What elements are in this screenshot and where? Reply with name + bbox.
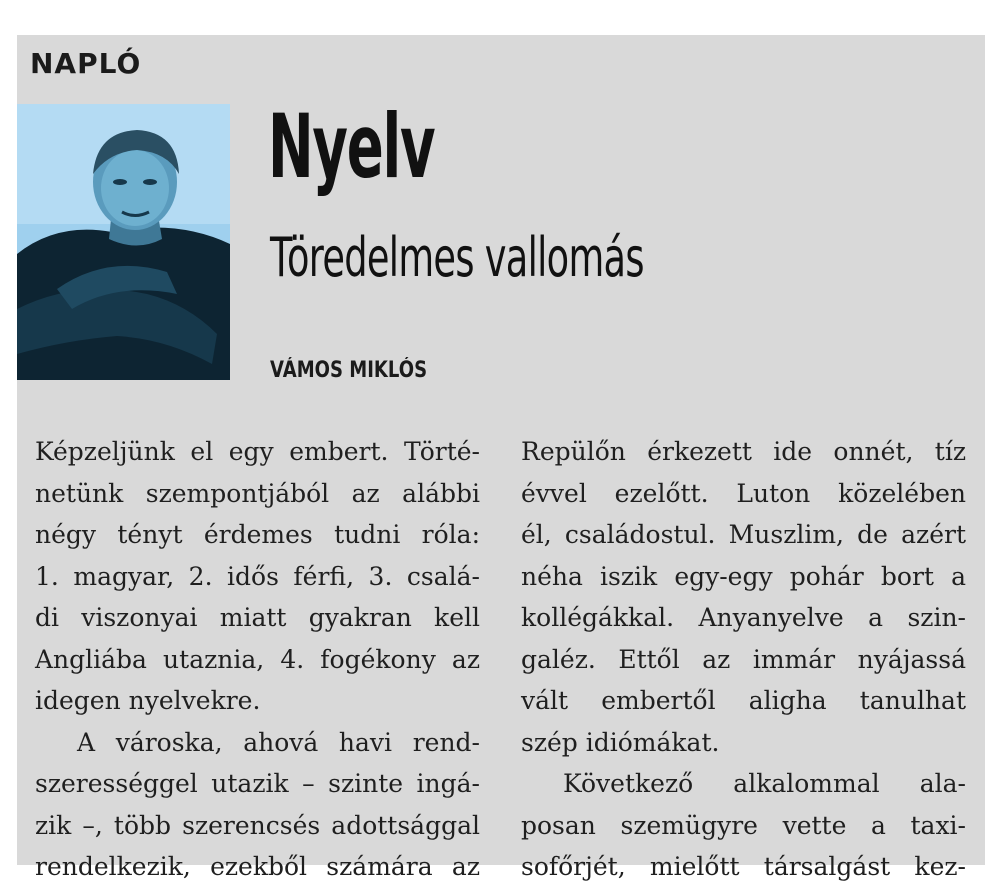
text-line: rendelkezik, ezekből számára az [35, 852, 480, 881]
author-photo [17, 104, 230, 380]
text-line: szép idiómákat. [521, 727, 720, 757]
text-line: Angliába utaznia, 4. fogékony az [35, 644, 480, 674]
text-line: él, családostul. Muszlim, de azért [521, 520, 966, 549]
paragraph-continued [35, 763, 480, 888]
text-line: idegen nyelvekre. [35, 686, 261, 715]
text-line: vált embertől aligha tanulhat [521, 686, 966, 715]
text-line: Következő alkalommal ala- [563, 769, 966, 798]
text-line: négy tényt érdemes tudni róla: [35, 520, 480, 549]
headline: Nyelv [268, 95, 435, 198]
paragraph-continued [521, 805, 966, 888]
author-byline: VÁMOS MIKLÓS [270, 358, 428, 383]
text-line: posan szemügyre vette a taxi- [521, 810, 966, 840]
text-line: sofőrjét, mielőtt társalgást kez- [521, 852, 966, 881]
column-left [35, 431, 480, 888]
paragraph [521, 763, 966, 805]
text-line: A városka, ahová havi rend- [77, 727, 480, 757]
text-line: kollégákkal. Anyanyelve a szin- [521, 603, 966, 632]
text-line: szerességgel utazik – szinte ingá- [35, 769, 480, 798]
text-line: Repülőn érkezett ide onnét, tíz [521, 437, 966, 466]
text-line: Képzeljünk el egy embert. Törté- [35, 437, 480, 466]
paragraph [35, 722, 480, 764]
subheadline: Töredelmes vallomás [270, 226, 644, 289]
text-line: néha iszik egy-egy pohár bort a [521, 561, 966, 591]
text-line: netünk szempontjából az alábbi [35, 478, 480, 508]
text-line: di viszonyai miatt gyakran kell [35, 603, 480, 632]
paragraph [35, 431, 480, 722]
section-label: NAPLÓ [30, 47, 142, 80]
text-line: évvel ezelőtt. Luton közelében [521, 478, 966, 508]
paragraph [521, 431, 966, 763]
text-line: 1. magyar, 2. idős férfi, 3. csalá- [35, 561, 480, 591]
text-line: galéz. Ettől az immár nyájassá [521, 644, 966, 674]
article-page [17, 35, 985, 881]
text-line: zik –, több szerencsés adottsággal [35, 810, 480, 840]
column-right [521, 431, 966, 888]
